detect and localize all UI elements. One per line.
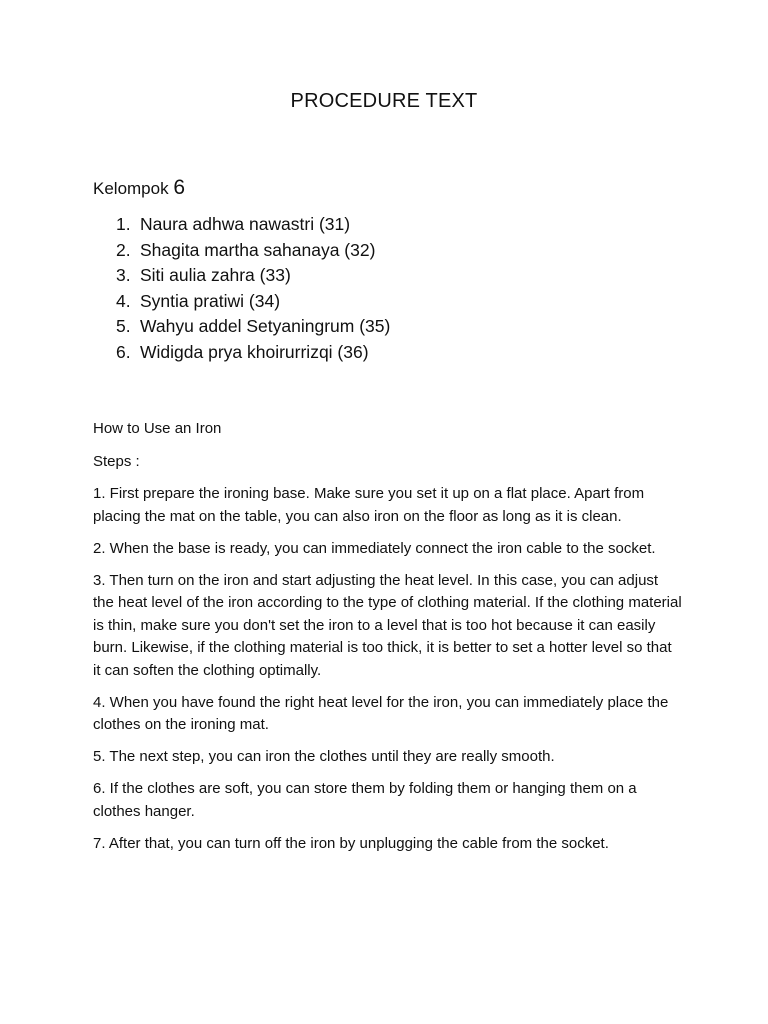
member-index: 6.: [116, 341, 131, 362]
member-name: Syntia pratiwi (34): [140, 290, 281, 311]
member-index: 3.: [116, 265, 131, 285]
member-item: [116, 238, 390, 264]
group-number: 6: [173, 176, 186, 199]
procedure-heading: How to Use an Iron: [93, 420, 222, 437]
group-heading: [93, 176, 185, 200]
step-paragraph: 7. After that, you can turn off the iron by unplugging the cable from the socket.: [93, 834, 609, 852]
member-item: [116, 340, 390, 366]
member-name: Wahyu addel Setyaningrum (35): [140, 316, 391, 336]
page-title: PROCEDURE TEXT: [290, 90, 478, 112]
member-item: [116, 289, 390, 315]
step-paragraph: 2. When the base is ready, you can immediately connect the iron cable to the socket.: [93, 539, 656, 557]
step-paragraph: 1. First prepare the ironing base. Make sure you set it up on a flat place. Apart from placing the mat on the table, you can also iron on the floor as long as it is clean.: [93, 485, 645, 525]
member-item: [116, 314, 390, 340]
member-name: Shagita martha sahanaya (32): [140, 239, 376, 260]
member-item: [116, 212, 390, 238]
step-paragraph: 6. If the clothes are soft, you can store them by folding them or hanging them on a clothes hanger.: [93, 780, 637, 820]
member-index: 2.: [116, 239, 131, 260]
group-label: Kelompok: [93, 179, 169, 198]
member-list: [116, 212, 390, 365]
member-index: 5.: [116, 316, 131, 336]
step-paragraph: 5. The next step, you can iron the clothes until they are really smooth.: [93, 748, 555, 765]
member-index: 4.: [116, 290, 131, 311]
step-paragraph: 4. When you have found the right heat level for the iron, you can immediately place the clothes on the ironing mat.: [93, 693, 669, 733]
procedure-body: [93, 418, 683, 865]
steps-label: Steps :: [93, 452, 140, 470]
step-paragraph: 3. Then turn on the iron and start adjusting the heat level. In this case, you can adjust the heat level of the iron according to the type of clothing material. If the clothing material is thin, make sure you don't set the iron to a level that is too hot because it can easily burn. Likewise, if the clothing material is too thick, it is better to set a hotter level so that it can soften the clothing optimally.: [93, 571, 682, 679]
member-name: Widigda prya khoirurrizqi (36): [140, 341, 369, 362]
member-index: 1.: [116, 214, 131, 234]
member-name: Naura adhwa nawastri (31): [140, 214, 351, 234]
member-item: [116, 263, 390, 289]
member-name: Siti aulia zahra (33): [140, 265, 291, 285]
